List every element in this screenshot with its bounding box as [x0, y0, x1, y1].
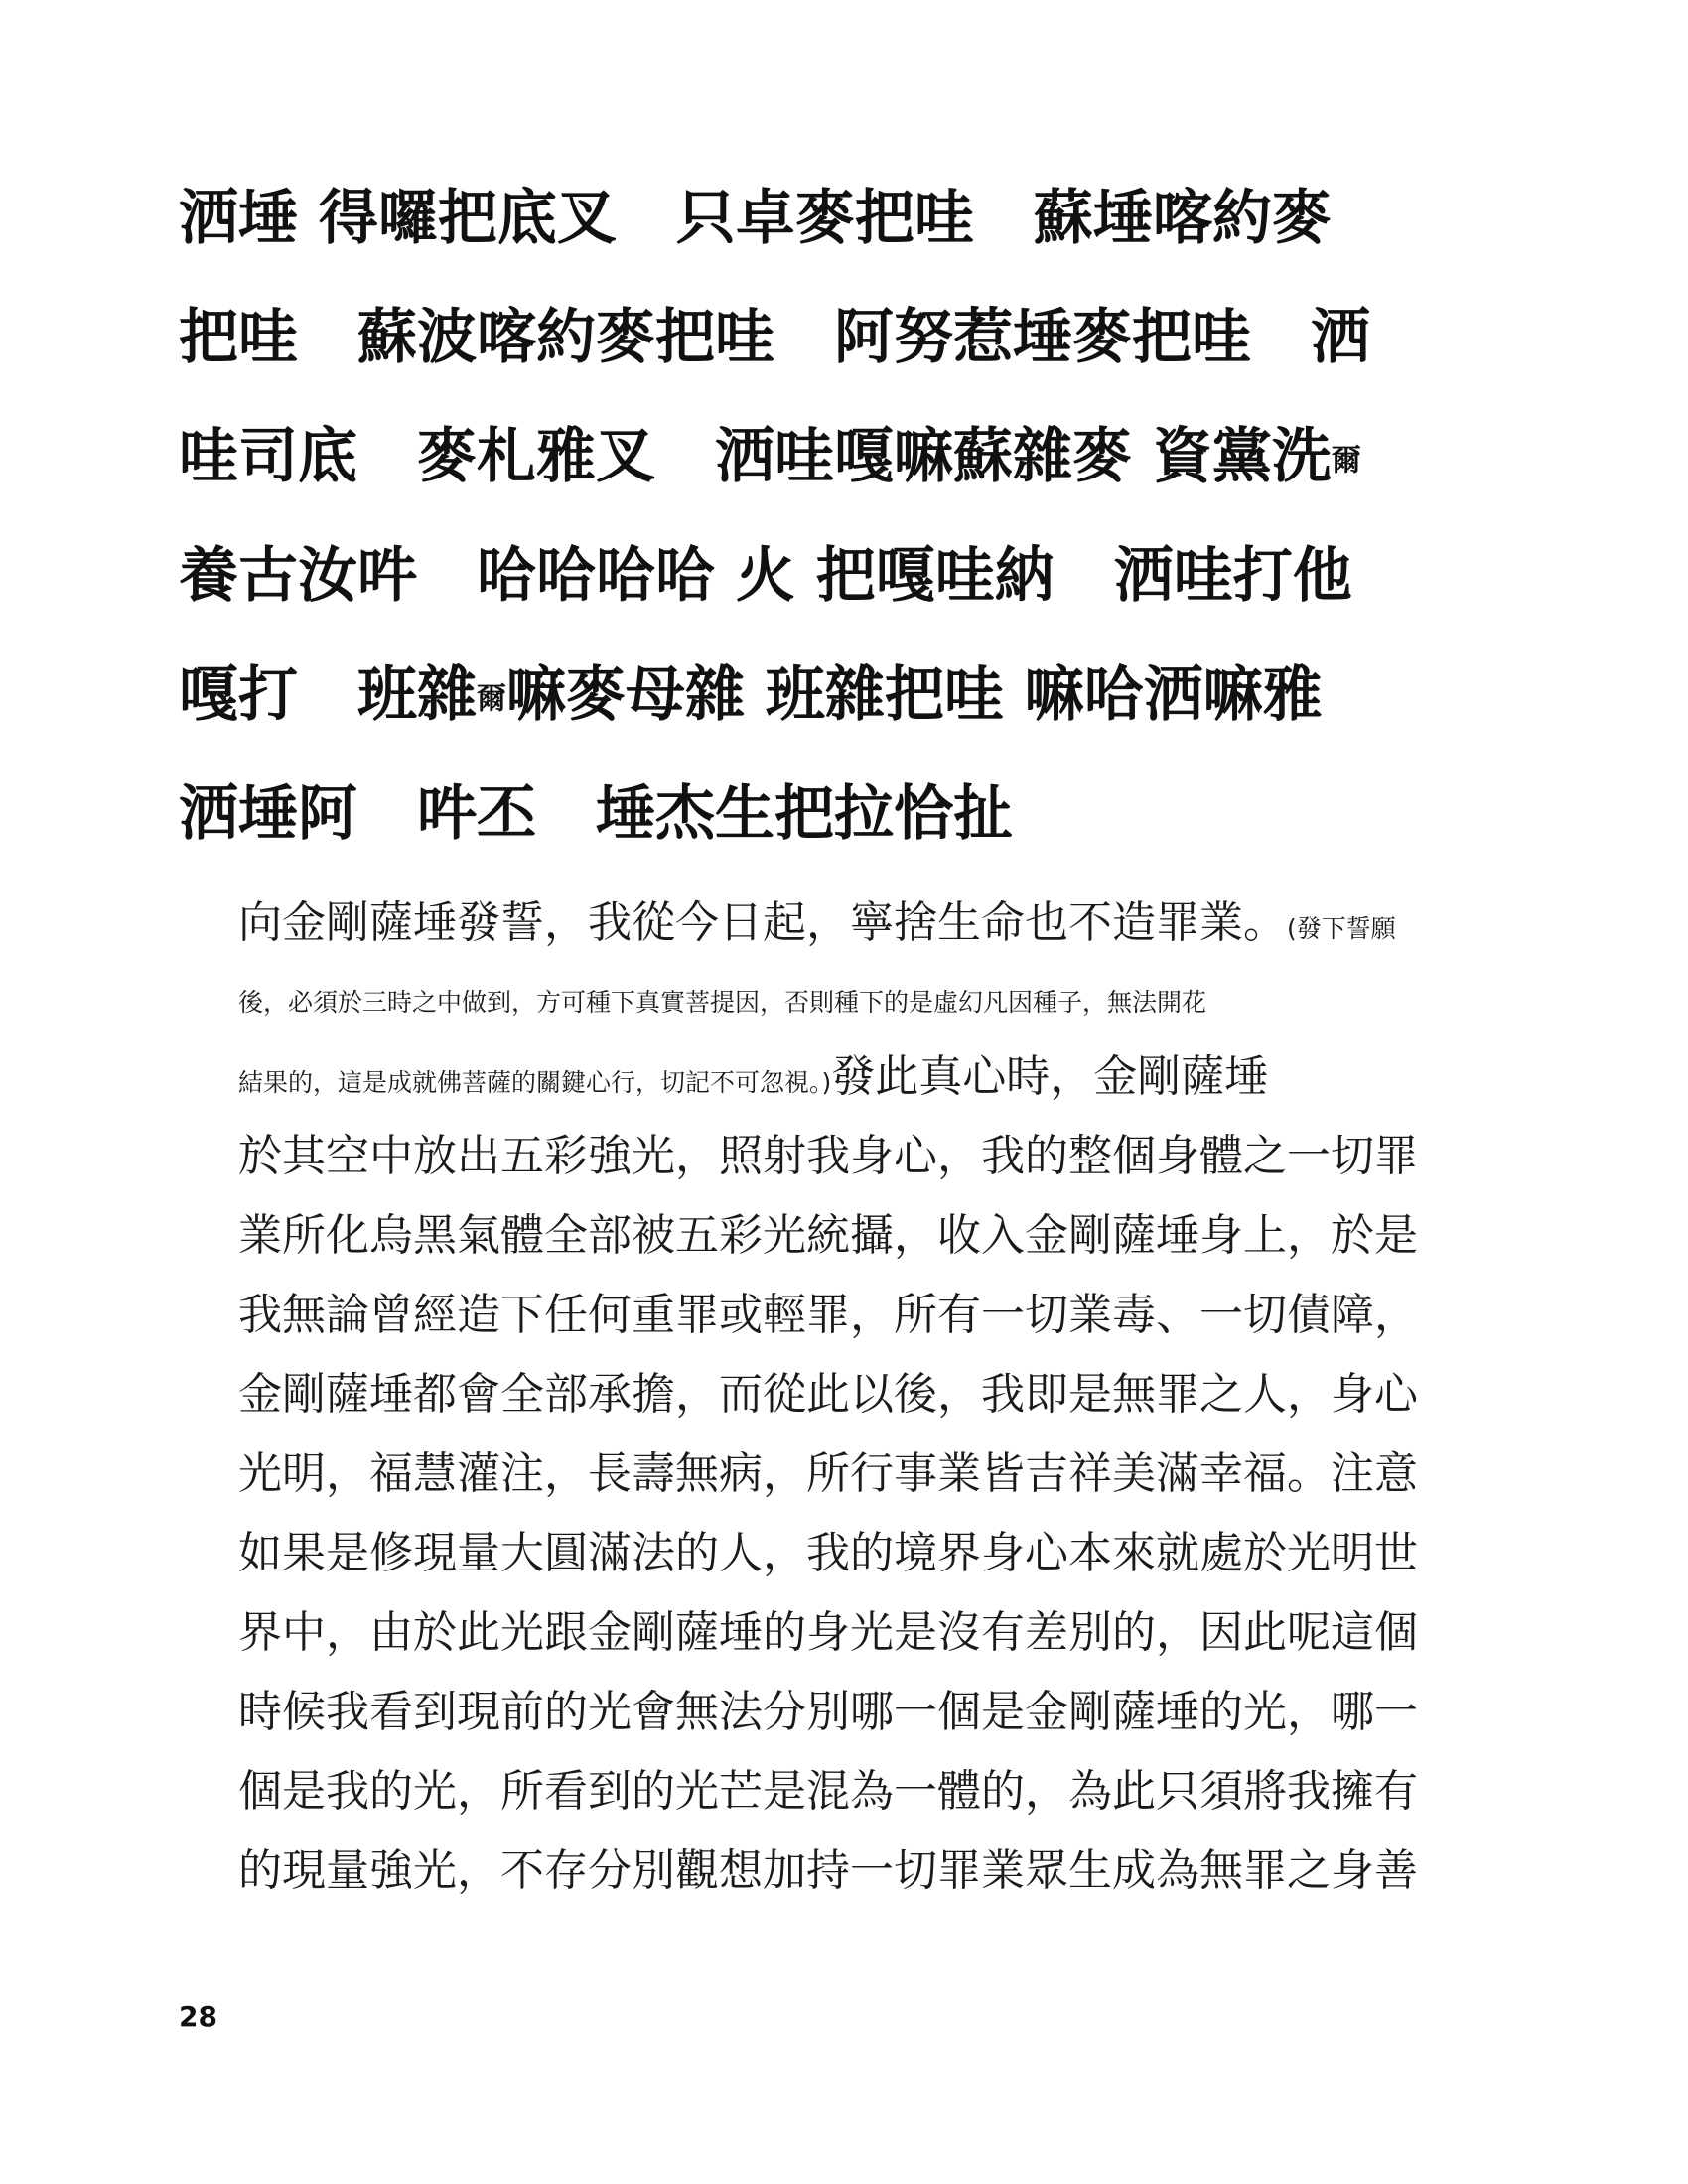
body-line-3 — [238, 1037, 1509, 1117]
mantra-line-5 — [179, 645, 1509, 745]
body-line-9: 如果是修現量大圓滿法的人，我的境界身心本來就處於光明世 — [238, 1528, 1418, 1578]
page-number: 28 — [179, 2000, 217, 2033]
mantra-line-1: 洒埵 得囉把底叉 只卓麥把哇 蘇埵喀約麥 — [179, 184, 1332, 253]
body-line-4: 於其空中放出五彩強光，照射我身心，我的整個身體之一切罪 — [238, 1131, 1418, 1181]
body-line-3-note: 結果的，這是成就佛菩薩的關鍵心行，切記不可忽視。) — [238, 1068, 832, 1097]
mantra-line-6: 洒埵阿 吽丕 埵杰生把拉恰扯 — [179, 779, 1013, 849]
mantra-line-5-text-a: 嘎打 班雜 — [179, 660, 477, 730]
body-line-1-note: (發下誓願 — [1287, 914, 1396, 943]
body-line-10: 界中，由於此光跟金剛薩埵的身光是沒有差別的，因此呢這個 — [238, 1607, 1418, 1658]
mantra-line-4: 養古汝吽 哈哈哈哈 火 把嘎哇納 洒哇打他 — [179, 541, 1352, 611]
mantra-line-3-small-char: 爾 — [1331, 443, 1361, 478]
body-line-1-text: 向金剛薩埵發誓，我從今日起，寧捨生命也不造罪業。 — [238, 897, 1287, 948]
mantra-line-2: 把哇 蘇波喀約麥把哇 阿努惹埵麥把哇 洒 — [179, 303, 1370, 372]
body-line-6: 我無論曾經造下任何重罪或輕罪，所有一切業毒、一切債障， — [238, 1290, 1418, 1340]
mantra-line-3-text: 哇司底 麥札雅叉 洒哇嘎嘛蘇雜麥 資黨洗 — [179, 422, 1332, 491]
body-line-3-text: 發此真心時，金剛薩埵 — [831, 1051, 1269, 1102]
body-line-1 — [238, 884, 1509, 963]
body-line-12: 個是我的光，所看到的光芒是混為一體的，為此只須將我擁有 — [238, 1766, 1418, 1817]
body-line-5: 業所化烏黑氣體全部被五彩光統攝，收入金剛薩埵身上，於是 — [238, 1210, 1418, 1261]
body-line-8: 光明，福慧灌注，長壽無病，所行事業皆吉祥美滿幸福。注意 — [238, 1448, 1418, 1499]
body-line-2-note: 後，必須於三時之中做到，方可種下真實菩提因，否則種下的是虛幻凡因種子，無法開花 — [238, 988, 1207, 1017]
mantra-line-5-text-b: 嘛麥母雜 班雜把哇 嘛哈洒嘛雅 — [506, 660, 1323, 730]
mantra-line-3 — [179, 407, 1509, 506]
mantra-line-5-small-char: 爾 — [477, 681, 506, 717]
body-line-11: 時候我看到現前的光會無法分別哪一個是金剛薩埵的光，哪一 — [238, 1687, 1418, 1737]
body-line-7: 金剛薩埵都會全部承擔，而從此以後，我即是無罪之人，身心 — [238, 1369, 1418, 1420]
body-line-13: 的現量強光，不存分別觀想加持一切罪業眾生成為無罪之身善 — [238, 1845, 1418, 1896]
